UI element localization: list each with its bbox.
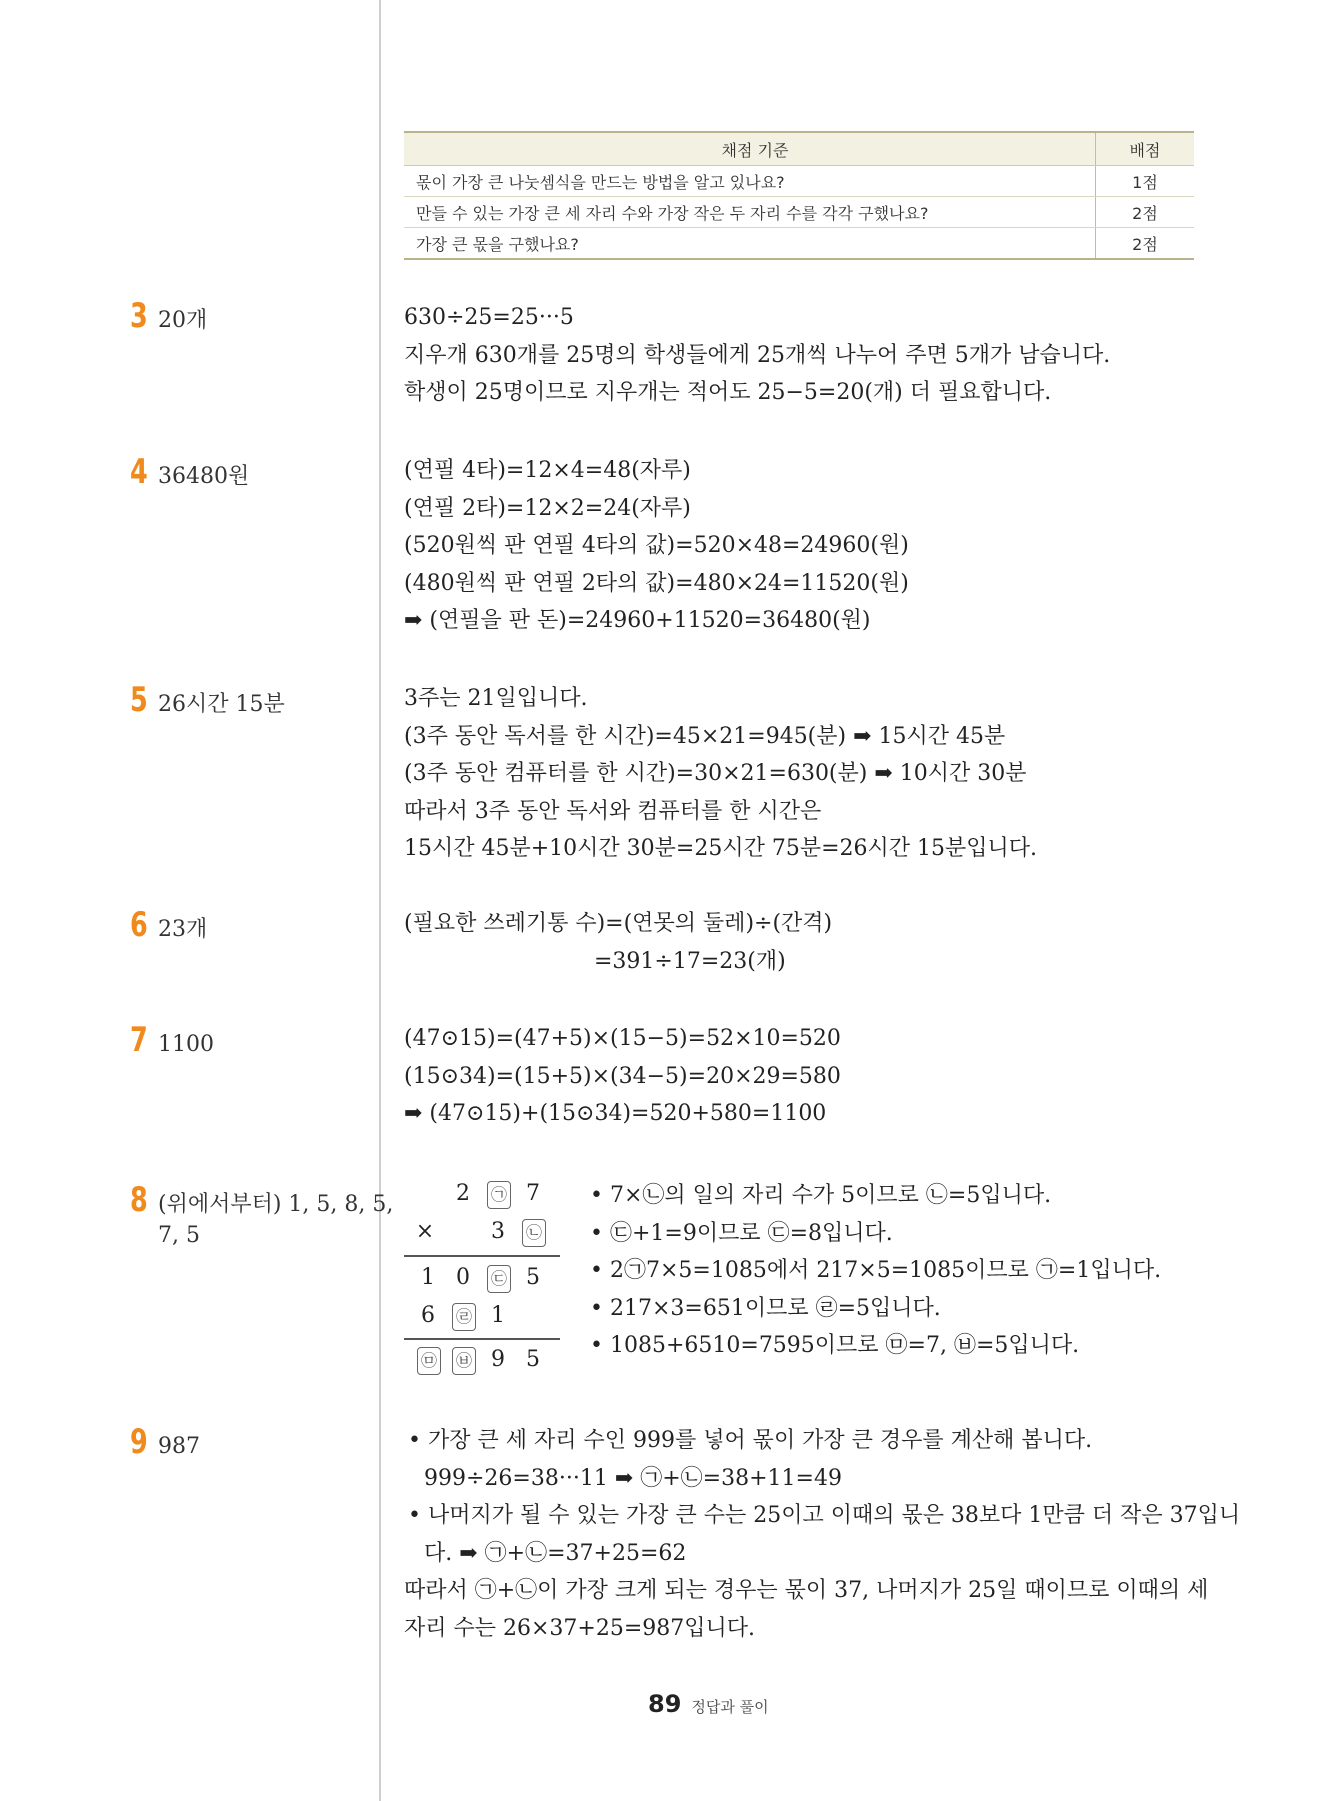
criteria-cell: 몫이 가장 큰 나눗셈식을 만드는 방법을 알고 있나요?	[404, 166, 1096, 197]
solution-line: (필요한 쓰레기통 수)=(연못의 둘레)÷(간격)	[404, 911, 833, 936]
solution-3	[404, 299, 1110, 412]
solution-line: 지우개 630개를 25명의 학생들에게 25개씩 나누어 주면 5개가 남습니다.	[404, 342, 1111, 368]
grading-table	[404, 131, 1194, 260]
answer-6	[130, 905, 207, 948]
solution-line: (연필 2타)=12×2=24(자루)	[404, 495, 691, 521]
digit: 1	[491, 1303, 505, 1328]
column-divider	[379, 0, 381, 1801]
digit: 3	[491, 1219, 505, 1244]
blank-box: ㉡	[522, 1219, 546, 1247]
solution-line: 따라서 3주 동안 독서와 컴퓨터를 한 시간은	[404, 798, 822, 824]
solution-line: 3주는 21일입니다.	[404, 686, 588, 711]
rule-line	[404, 1338, 560, 1340]
points-cell: 1점	[1096, 166, 1195, 197]
rule-line	[404, 1255, 560, 1257]
solution-5	[404, 680, 1037, 868]
criteria-cell: 가장 큰 몫을 구했나요?	[404, 228, 1096, 260]
answer-value: (위에서부터) 1, 5, 8, 5,	[158, 1192, 394, 1217]
digit: 0	[456, 1265, 470, 1290]
times-sign: ×	[415, 1219, 435, 1244]
answer-7	[130, 1020, 214, 1063]
solution-line: • 1085+6510=7595이므로 ㉤=7, ㉥=5입니다.	[590, 1333, 1080, 1358]
digit: 5	[526, 1347, 540, 1372]
criteria-header: 채점 기준	[404, 132, 1096, 166]
digit: 9	[491, 1347, 505, 1372]
solution-line: 학생이 25명이므로 지우개는 적어도 25−5=20(개) 더 필요합니다.	[404, 380, 1052, 405]
answer-9	[130, 1422, 200, 1465]
solution-line: • ㉢+1=9이므로 ㉢=8입니다.	[590, 1220, 893, 1246]
blank-box: ㉥	[452, 1347, 476, 1375]
solution-line: (520원씩 판 연필 4타의 값)=520×48=24960(원)	[404, 533, 909, 558]
solution-line: 630÷25=25···5	[404, 305, 574, 330]
solution-line: ➡ (47⊙15)+(15⊙34)=520+580=1100	[404, 1101, 827, 1126]
solution-line: 따라서 ㉠+㉡이 가장 크게 되는 경우는 몫이 37, 나머지가 25일 때이므로 이때의 세	[404, 1578, 1209, 1603]
points-cell: 2점	[1096, 228, 1195, 260]
problem-number: 7	[130, 1020, 148, 1060]
problem-number: 5	[130, 680, 148, 720]
digit: 7	[526, 1181, 540, 1206]
solution-line: (3주 동안 컴퓨터를 한 시간)=30×21=630(분) ➡ 10시간 30분	[404, 761, 1027, 786]
blank-box: ㉠	[487, 1181, 511, 1209]
problem-number: 9	[130, 1422, 148, 1462]
problem-number: 6	[130, 905, 148, 945]
solution-8	[590, 1177, 1161, 1365]
answer-value-cont: 7, 5	[158, 1223, 200, 1248]
table-row	[404, 166, 1194, 197]
answer-5	[130, 680, 285, 723]
solution-line: • 7×㉡의 일의 자리 수가 5이므로 ㉡=5입니다.	[590, 1183, 1052, 1208]
solution-line: 다. ➡ ㉠+㉡=37+25=62	[424, 1540, 687, 1566]
multiplication-layout	[404, 1175, 560, 1380]
blank-box: ㉢	[487, 1265, 511, 1293]
solution-line: • 나머지가 될 수 있는 가장 큰 수는 25이고 이때의 몫은 38보다 1만큼 더 작은 37입니	[408, 1503, 1241, 1528]
problem-number: 8	[130, 1180, 148, 1220]
page-footer	[648, 1690, 769, 1718]
solution-line: • 2㉠7×5=1085에서 217×5=1085이므로 ㉠=1입니다.	[590, 1258, 1162, 1283]
solution-9	[404, 1422, 1240, 1647]
answer-4	[130, 452, 249, 495]
answer-value: 987	[158, 1434, 200, 1459]
grading-header-row	[404, 132, 1194, 166]
points-cell: 2점	[1096, 197, 1195, 228]
points-header: 배점	[1096, 132, 1195, 166]
solution-line: ➡ (연필을 판 돈)=24960+11520=36480(원)	[404, 608, 871, 633]
solution-line: 자리 수는 26×37+25=987입니다.	[404, 1615, 756, 1641]
digit: 5	[526, 1265, 540, 1290]
solution-line: (3주 동안 독서를 한 시간)=45×21=945(분) ➡ 15시간 45분	[404, 723, 1006, 749]
solution-line: 999÷26=38···11 ➡ ㉠+㉡=38+11=49	[424, 1465, 842, 1491]
answer-value: 26시간 15분	[158, 692, 285, 717]
page-number: 89	[648, 1690, 682, 1718]
answer-3	[130, 296, 207, 339]
solution-line: =391÷17=23(개)	[594, 948, 786, 974]
answer-value: 1100	[158, 1032, 214, 1057]
problem-number: 4	[130, 452, 148, 492]
solution-6	[404, 905, 832, 980]
solution-line: (480원씩 판 연필 2타의 값)=480×24=11520(원)	[404, 570, 909, 596]
digit: 1	[421, 1265, 435, 1290]
digit: 6	[421, 1303, 435, 1328]
problem-number: 3	[130, 296, 148, 336]
digit: 2	[456, 1181, 470, 1206]
solution-line: • 217×3=651이므로 ㉣=5입니다.	[590, 1295, 941, 1321]
solution-line: (연필 4타)=12×4=48(자루)	[404, 458, 691, 483]
solution-4	[404, 452, 909, 640]
answer-value: 20개	[158, 308, 208, 333]
table-row	[404, 197, 1194, 228]
answer-value: 36480원	[158, 464, 250, 489]
solution-line: 15시간 45분+10시간 30분=25시간 75분=26시간 15분입니다.	[404, 836, 1038, 861]
solution-line: (15⊙34)=(15+5)×(34−5)=20×29=580	[404, 1063, 841, 1089]
solution-line: • 가장 큰 세 자리 수인 999를 넣어 몫이 가장 큰 경우를 계산해 봅니다.	[408, 1428, 1093, 1453]
solution-7	[404, 1020, 841, 1133]
criteria-cell: 만들 수 있는 가장 큰 세 자리 수와 가장 작은 두 자리 수를 각각 구했나요?	[404, 197, 1096, 228]
solution-line: (47⊙15)=(47+5)×(15−5)=52×10=520	[404, 1026, 841, 1051]
blank-box: ㉤	[417, 1347, 441, 1375]
table-row	[404, 228, 1194, 260]
blank-box: ㉣	[452, 1303, 476, 1331]
answer-value: 23개	[158, 917, 208, 942]
page-label: 정답과 풀이	[691, 1698, 769, 1716]
